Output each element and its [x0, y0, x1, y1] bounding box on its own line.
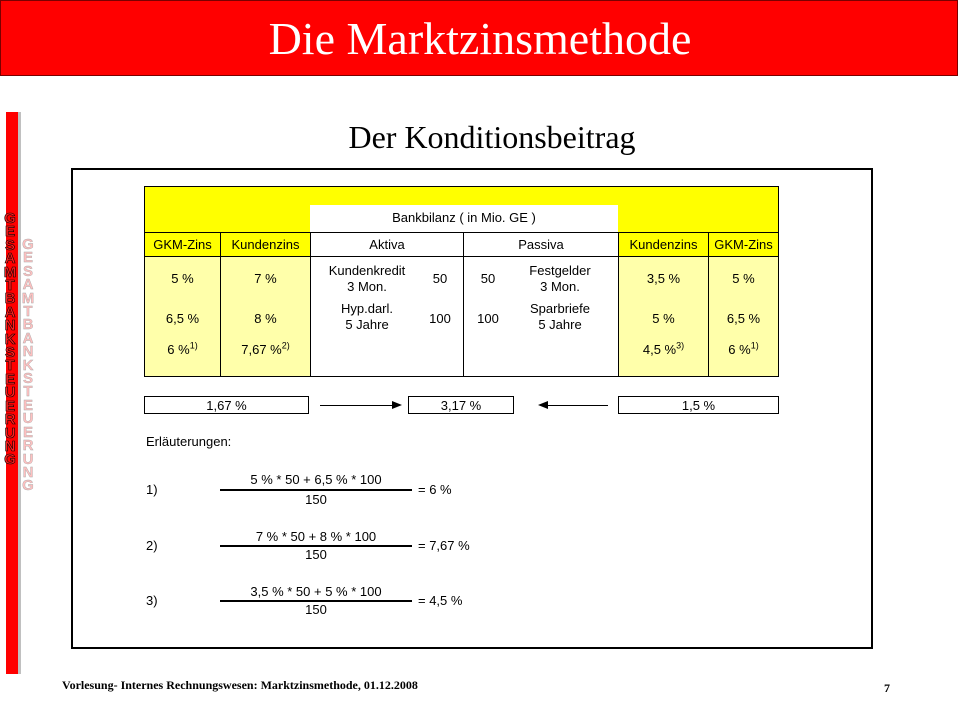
footnote-mark: 2)	[281, 340, 290, 351]
sidebar-letter: K	[4, 330, 16, 348]
cell-r1-kunden-right: 3,5 %	[646, 271, 681, 286]
sidebar-letter: B	[4, 290, 16, 308]
note-2-result: = 7,67 %	[418, 538, 470, 553]
cell-r1-aktiva-value: 50	[432, 271, 448, 286]
cell-r2-aktiva-name: Hyp.darl. 5 Jahre	[340, 301, 394, 332]
sidebar-letter: T	[5, 357, 15, 375]
cell-r2-kunden-left: 8 %	[254, 311, 277, 326]
sidebar-letters	[2, 212, 18, 467]
sidebar-letter: U	[22, 410, 34, 428]
sidebar-letter: A	[22, 329, 34, 347]
sidebar-letter: E	[4, 370, 15, 388]
cell-r1-kunden-left: 7 %	[254, 271, 277, 286]
note-2-numerator: 7 % * 50 + 8 % * 100	[255, 529, 377, 544]
sidebar-letter: N	[4, 317, 16, 335]
cell-r1-gkm-left: 5 %	[171, 271, 194, 286]
note-1-label: 1)	[146, 482, 158, 497]
arrow-left-line	[546, 405, 608, 406]
notes-title: Erläuterungen:	[146, 434, 232, 449]
cell-r1-passiva-value: 50	[480, 271, 496, 286]
sidebar-letter: G	[4, 210, 16, 227]
header-aktiva: Aktiva	[310, 232, 464, 257]
page-number: 7	[884, 681, 890, 695]
cell-r3-gkm-left: 6 %$^{1)}$	[167, 340, 198, 357]
sidebar-letter: E	[4, 223, 15, 241]
summary-center-box	[408, 396, 514, 414]
summary-right-box	[618, 396, 779, 414]
bilanz-title-cell	[310, 205, 618, 232]
sidebar-letter: A	[4, 303, 16, 321]
slide-subtitle: Der Konditionsbeitrag	[348, 119, 636, 155]
cell-r2-gkm-right: 6,5 %	[726, 311, 761, 326]
note-3-result: = 4,5 %	[418, 593, 463, 608]
sidebar-letter: R	[22, 437, 34, 455]
note-1-numerator: 5 % * 50 + 6,5 % * 100	[250, 472, 382, 487]
cell-r1-passiva-name: Festgelder 3 Mon.	[529, 263, 591, 294]
sidebar-letter: T	[23, 303, 33, 321]
header-gkm-right: GKM-Zins	[708, 232, 779, 257]
note-1-result: = 6 %	[418, 482, 452, 497]
sidebar-letter: N	[22, 463, 34, 481]
arrow-right-icon	[392, 400, 402, 410]
summary-center-value: 3,17 %	[440, 398, 482, 413]
slide-title: Die Marktzinsmethode	[268, 13, 692, 64]
summary-left-box	[144, 396, 309, 414]
sidebar-letter: R	[4, 411, 16, 429]
note-1-fraction-line	[220, 489, 412, 491]
sidebar-letter: A	[4, 250, 16, 268]
note-3-denominator: 150	[305, 602, 327, 617]
sidebar-letter: S	[22, 262, 33, 280]
cell-r2-passiva-name: Sparbriefe 5 Jahre	[530, 301, 590, 332]
sidebar-letter: M	[3, 263, 17, 281]
sidebar-letter: G	[22, 236, 34, 253]
footnote-mark: 3)	[676, 340, 685, 351]
sidebar-letter: N	[22, 343, 34, 361]
sidebar-letter: E	[22, 396, 33, 414]
header-passiva: Passiva	[463, 232, 619, 257]
sidebar-letters-shadow	[20, 238, 36, 493]
sidebar-letter: B	[22, 316, 34, 334]
bilanz-title: Bankbilanz ( in Mio. GE )	[392, 210, 536, 225]
note-2-denominator: 150	[305, 547, 327, 562]
summary-left-value: 1,67 %	[206, 398, 247, 413]
sidebar-letter: E	[22, 423, 33, 441]
sidebar-letter: T	[23, 383, 33, 401]
cell-r2-aktiva-value: 100	[429, 311, 451, 326]
sidebar-letter: U	[22, 450, 34, 468]
header-kunden-right: Kundenzins	[618, 232, 709, 257]
cell-r3-kunden-left: 7,67 %$^{2)}$	[241, 340, 290, 357]
cell-r3-kunden-right: 4,5 %$^{3)}$	[642, 340, 685, 357]
sidebar-letter: S	[4, 236, 15, 254]
cell-r3-gkm-right: 6 %$^{1)}$	[728, 340, 759, 357]
sidebar-letter: E	[4, 397, 15, 415]
bilanz-divider	[463, 256, 464, 377]
cell-r2-passiva-value: 100	[477, 311, 499, 326]
note-2-label: 2)	[146, 538, 158, 553]
sidebar-letter: M	[21, 289, 35, 307]
footer-text: Vorlesung- Internes Rechnungswesen: Marktzinsmethode, 01.12.2008	[62, 678, 418, 692]
cell-r1-gkm-right: 5 %	[732, 271, 755, 286]
sidebar-letter: S	[22, 370, 33, 388]
summary-right-value: 1,5 %	[681, 398, 716, 413]
sidebar-letter: U	[4, 424, 16, 442]
sidebar-letter: E	[22, 249, 33, 267]
arrow-right-line	[320, 405, 398, 406]
sidebar-letter: A	[22, 276, 34, 294]
cell-r1-aktiva-name: Kundenkredit 3 Mon.	[328, 263, 406, 294]
title-banner	[0, 0, 958, 76]
sidebar-letter: G	[22, 477, 34, 495]
footnote-mark: 1)	[750, 340, 759, 351]
header-kunden-left: Kundenzins	[220, 232, 311, 257]
sidebar-letter: G	[4, 451, 16, 469]
note-3-label: 3)	[146, 593, 158, 608]
header-gkm-left: GKM-Zins	[144, 232, 221, 257]
sidebar-letter: S	[4, 344, 15, 362]
sidebar-letter: K	[22, 356, 34, 374]
footnote-mark: 1)	[189, 340, 198, 351]
note-3-numerator: 3,5 % * 50 + 5 % * 100	[250, 584, 382, 599]
sidebar-letter: T	[5, 277, 15, 295]
cell-r2-kunden-right: 5 %	[652, 311, 675, 326]
sidebar-letter: N	[4, 437, 16, 455]
cell-r2-gkm-left: 6,5 %	[165, 311, 200, 326]
sidebar-letter: U	[4, 384, 16, 402]
note-1-denominator: 150	[305, 492, 327, 507]
